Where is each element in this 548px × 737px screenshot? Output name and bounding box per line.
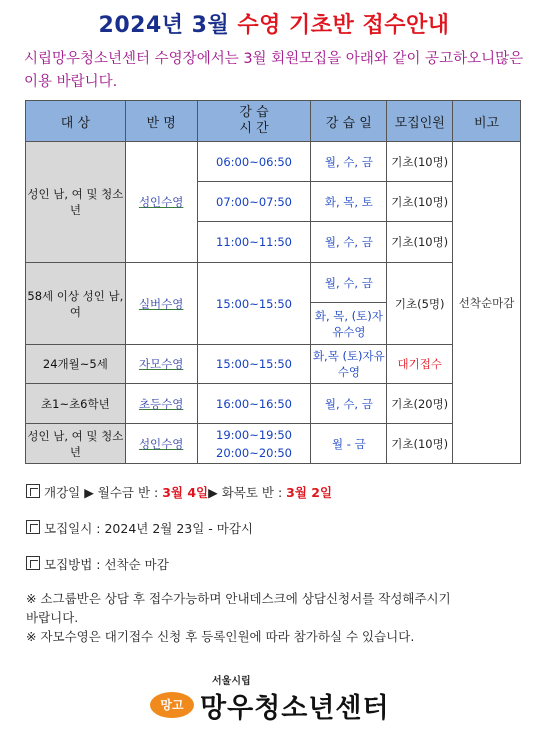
class-cell: 성인수영 bbox=[125, 424, 197, 464]
header-capacity: 모집인원 bbox=[387, 101, 453, 142]
header-class: 반 명 bbox=[125, 101, 197, 142]
class-cell: 성인수영 bbox=[125, 142, 197, 263]
intro-text: 시립망우청소년센터 수영장에서는 3월 회원모집을 아래와 같이 공고하오니많은 이용 바랍니다. bbox=[24, 51, 524, 90]
checkbox-icon bbox=[26, 556, 40, 570]
class-cell: 자모수영 bbox=[125, 345, 197, 384]
class-cell: 초등수영 bbox=[125, 384, 197, 424]
note-cell: 선착순마감 bbox=[453, 142, 521, 464]
header-note: 비고 bbox=[453, 101, 521, 142]
checkbox-icon bbox=[26, 520, 40, 534]
table-row bbox=[26, 263, 521, 303]
target-cell: 24개월~5세 bbox=[26, 345, 126, 384]
table-row bbox=[26, 384, 521, 424]
capacity-cell: 대기접수 bbox=[387, 345, 453, 384]
period-text: 모집일시 : 2024년 2월 23일 - 마감시 bbox=[44, 521, 253, 536]
header-time: 강 습 시 간 bbox=[197, 101, 311, 142]
time-cell: 16:00~16:50 bbox=[197, 384, 311, 424]
time-cell bbox=[197, 424, 311, 464]
time-cell: 07:00~07:50 bbox=[197, 182, 311, 222]
capacity-cell: 기초(10명) bbox=[387, 222, 453, 263]
open-mid: ▶ 화목토 반 : bbox=[208, 485, 287, 500]
day-cell: 월 - 금 bbox=[311, 424, 387, 464]
table-header-row bbox=[26, 101, 521, 142]
open-date-line bbox=[26, 483, 332, 501]
open-date-tts: 3월 2일 bbox=[286, 485, 333, 500]
day-cell: 월, 수, 금 bbox=[311, 222, 387, 263]
table-row bbox=[26, 142, 521, 182]
method-line bbox=[26, 555, 169, 573]
capacity-cell: 기초(20명) bbox=[387, 384, 453, 424]
method-text: 모집방법 : 선착순 마감 bbox=[44, 557, 169, 572]
day-cell: 화, 목, (토)자유수영 bbox=[311, 303, 387, 345]
notes bbox=[26, 589, 466, 646]
page-title bbox=[0, 8, 548, 39]
capacity-cell: 기초(5명) bbox=[387, 263, 453, 345]
logo-badge: 망고 bbox=[150, 692, 194, 718]
target-cell: 성인 남, 여 및 청소년 bbox=[26, 142, 126, 263]
day-cell: 월, 수, 금 bbox=[311, 384, 387, 424]
day-cell: 월, 수, 금 bbox=[311, 263, 387, 303]
time-line: 19:00~19:50 bbox=[216, 427, 292, 442]
schedule-table bbox=[25, 100, 521, 464]
period-line bbox=[26, 519, 253, 537]
class-cell: 실버수영 bbox=[125, 263, 197, 345]
note-item: ※ 자모수영은 대기접수 신청 후 등록인원에 따라 참가하실 수 있습니다. bbox=[26, 629, 415, 644]
target-cell: 성인 남, 여 및 청소년 bbox=[26, 424, 126, 464]
time-line: 20:00~20:50 bbox=[216, 445, 292, 460]
time-cell: 15:00~15:50 bbox=[197, 345, 311, 384]
capacity-cell: 기초(10명) bbox=[387, 142, 453, 182]
logo-seoul: 서울시립 bbox=[212, 676, 251, 687]
logo-name: 망우청소년센터 bbox=[200, 693, 390, 724]
open-label: 개강일 ▶ 월수금 반 : bbox=[44, 485, 163, 500]
day-cell: 화,목 (토)자유수영 bbox=[311, 345, 387, 384]
table-row bbox=[26, 345, 521, 384]
time-cell: 11:00~11:50 bbox=[197, 222, 311, 263]
table-row bbox=[26, 424, 521, 464]
time-cell: 06:00~06:50 bbox=[197, 142, 311, 182]
time-cell: 15:00~15:50 bbox=[197, 263, 311, 345]
target-cell: 초1~초6학년 bbox=[26, 384, 126, 424]
capacity-cell: 기초(10명) bbox=[387, 424, 453, 464]
center-logo bbox=[150, 670, 410, 726]
open-date-mwf: 3월 4일 bbox=[162, 485, 209, 500]
title-date: 2024년 3월 bbox=[98, 13, 238, 38]
header-day: 강 습 일 bbox=[311, 101, 387, 142]
header-target: 대 상 bbox=[26, 101, 126, 142]
capacity-cell: 기초(10명) bbox=[387, 182, 453, 222]
note-item: ※ 소그룹반은 상담 후 접수가능하며 안내데스크에 상담신청서를 작성해주시기 바랍니다. bbox=[26, 591, 451, 625]
day-cell: 화, 목, 토 bbox=[311, 182, 387, 222]
day-cell: 월, 수, 금 bbox=[311, 142, 387, 182]
checkbox-icon bbox=[26, 484, 40, 498]
target-cell: 58세 이상 성인 남, 여 bbox=[26, 263, 126, 345]
title-subject: 수영 기초반 접수안내 bbox=[237, 13, 450, 38]
